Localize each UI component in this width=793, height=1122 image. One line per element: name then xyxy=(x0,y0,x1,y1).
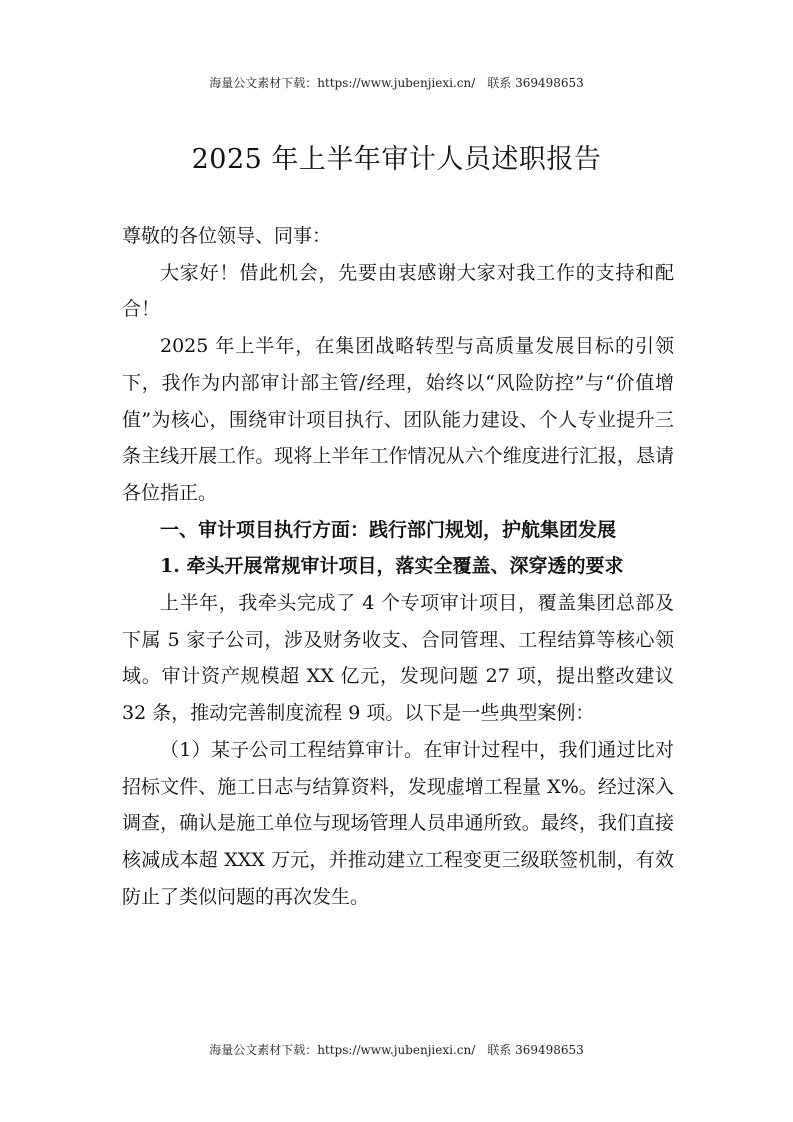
subsection-heading: 1. 牵头开展常规审计项目，落实全覆盖、深穿透的要求 xyxy=(160,555,624,578)
paragraph-greeting: 大家好！借此机会，先要由衷感谢大家对我工作的支持和配合！ xyxy=(122,261,674,321)
page-footer: 海量公文素材下载：https://www.jubenjiexi.cn/ 联系 369498653 xyxy=(209,1043,584,1057)
salutation: 尊敬的各位领导、同事： xyxy=(122,225,332,247)
page-header: 海量公文素材下载：https://www.jubenjiexi.cn/ 联系 369498653 xyxy=(209,76,584,90)
section-heading: 一、审计项目执行方面：践行部门规划，护航集团发展 xyxy=(160,518,617,541)
paragraph-case-1: （1）某子公司工程结算审计。在审计过程中，我们通过比对招标文件、施工日志与结算资料，发现虚增工程量 X%。经过深入调查，确认是施工单位与现场管理人员串通所致。最终，我们直接核减成本超 XXX 万元，并推动建立工程变更三级联签机制，有效防止了类似问题的再次发生。 xyxy=(122,738,674,908)
document-title: 2025 年上半年审计人员述职报告 xyxy=(191,144,602,175)
paragraph-intro: 2025 年上半年，在集团战略转型与高质量发展目标的引领下，我作为内部审计部主管/经理，始终以“风险防控”与“价值增值”为核心，围绕审计项目执行、团队能力建设、个人专业提升三条主线开展工作。现将上半年工作情况从六个维度进行汇报，恳请各位指正。 xyxy=(122,335,674,504)
paragraph-audit-summary: 上半年，我牵头完成了 4 个专项审计项目，覆盖集团总部及下属 5 家子公司，涉及财务收支、合同管理、工程结算等核心领域。审计资产规模超 XX 亿元，发现问题 27 项，提出整改建议 32 条，推动完善制度流程 9 项。以下是一些典型案例： xyxy=(122,592,674,725)
document-body xyxy=(122,218,674,915)
